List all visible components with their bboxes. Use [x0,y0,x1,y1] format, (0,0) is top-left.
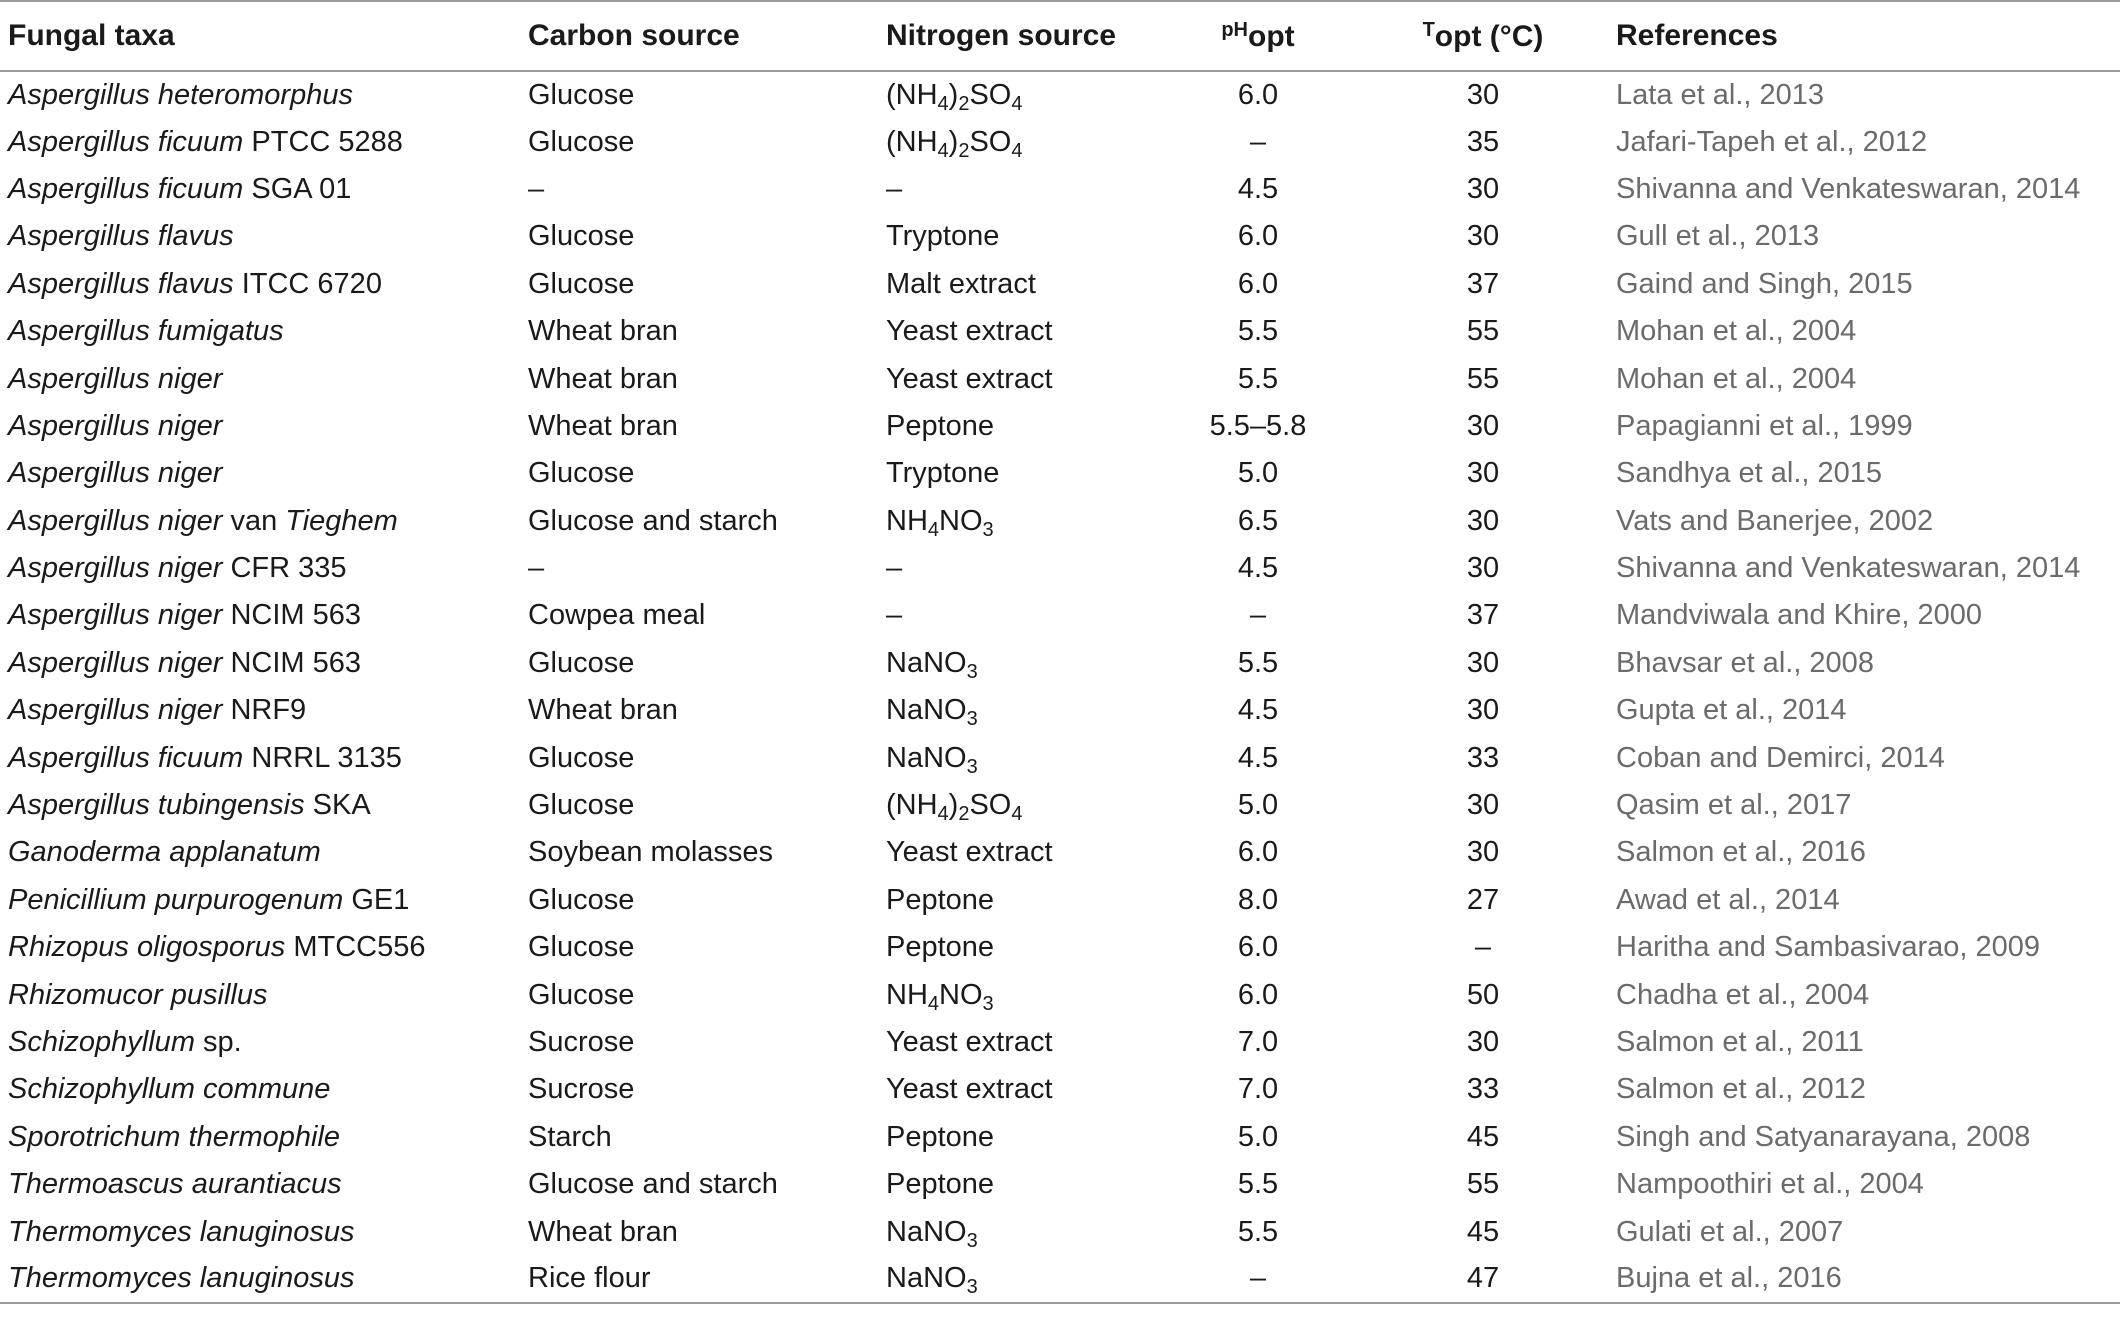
cell-fungal-taxa [0,545,520,592]
table-row [0,592,2120,639]
cell-fungal-taxa [0,308,520,355]
cell-nitrogen-source [878,971,1158,1018]
cell-carbon-source: Glucose [528,789,635,822]
cell-nitrogen-source [878,166,1158,213]
cell-reference[interactable]: Coban and Demirci, 2014 [1616,741,1945,774]
species-name: Aspergillus ficuum [8,741,244,774]
formula-text: SO [969,789,1012,822]
cell-reference[interactable]: Gull et al., 2013 [1616,220,1820,253]
formula-text: Peptone [886,883,995,916]
cell-reference[interactable]: Papagianni et al., 1999 [1616,409,1913,442]
formula-subscript: 2 [958,803,970,826]
formula-text: NaNO [886,741,967,774]
strain-name: MTCC556 [285,931,426,964]
species-name: Ganoderma applanatum [8,836,321,869]
strain-name: NCIM 563 [222,646,361,679]
table-row [0,118,2120,165]
cell-t-opt: 27 [1466,883,1500,916]
cell-ph-opt: 4.5 [1237,552,1279,585]
formula-text: Yeast extract [886,1073,1053,1106]
table-row [0,877,2120,924]
formula-subscript: 2 [958,139,970,162]
cell-reference[interactable]: Gaind and Singh, 2015 [1616,267,1913,300]
cell-fungal-taxa [0,261,520,308]
cell-nitrogen-source [878,1066,1158,1113]
strain-name: CFR 335 [222,552,347,585]
cell-fungal-taxa [0,1066,520,1113]
table-row [0,261,2120,308]
species-authority: Tieghem [285,504,398,537]
table-row [0,71,2120,118]
cell-t-opt: 55 [1466,315,1500,348]
cell-fungal-taxa [0,450,520,497]
cell-fungal-taxa [0,687,520,734]
cell-t-opt: – [1474,931,1492,964]
cell-reference[interactable]: Gupta et al., 2014 [1616,694,1847,727]
species-name: Aspergillus niger [8,504,223,537]
cell-ph-opt: 4.5 [1237,172,1279,205]
cell-carbon-source: Sucrose [528,1026,635,1058]
cell-nitrogen-source [878,687,1158,734]
cell-carbon-source: Soybean molasses [528,836,774,869]
strain-name: NCIM 563 [222,599,361,632]
formula-text: NaNO [886,694,967,727]
cell-carbon-source: Starch [528,1120,612,1153]
formula-text: Tryptone [886,220,1000,253]
cell-t-opt: 30 [1466,836,1500,869]
cell-fungal-taxa [0,403,520,450]
table-row [0,734,2120,781]
formula-subscript: 4 [1011,92,1023,115]
cell-reference[interactable]: Jafari-Tapeh et al., 2012 [1616,125,1928,158]
cell-ph-opt: 7.0 [1237,1073,1279,1106]
table-row [0,498,2120,545]
cell-reference[interactable]: Shivanna and Venkateswaran, 2014 [1616,552,2081,585]
table-row [0,166,2120,213]
cell-t-opt: 30 [1466,78,1500,111]
formula-subscript: 3 [966,1229,978,1252]
header-t-sup: T [1422,18,1435,41]
cell-nitrogen-source [878,592,1158,639]
formula-text: Peptone [886,409,995,442]
cell-reference[interactable]: Lata et al., 2013 [1616,78,1824,111]
cell-fungal-taxa [0,640,520,687]
table-row [0,308,2120,355]
cell-reference[interactable]: Salmon et al., 2016 [1616,836,1866,869]
formula-text: NH [886,504,928,537]
cell-t-opt: 30 [1466,789,1500,822]
cell-fungal-taxa [0,1019,520,1066]
strain-name: SKA [304,789,371,822]
cell-reference[interactable]: Haritha and Sambasivarao, 2009 [1616,931,2040,964]
cell-fungal-taxa [0,355,520,402]
cell-nitrogen-source [878,498,1158,545]
cell-nitrogen-source [878,71,1158,118]
cell-reference[interactable]: Salmon et al., 2012 [1616,1073,1866,1106]
formula-text: (NH [886,789,938,822]
cell-carbon-source: Rice flour [520,1256,878,1303]
cell-nitrogen-source [878,355,1158,402]
cell-t-opt: 33 [1466,741,1500,774]
cell-ph-opt: – [1158,1256,1358,1303]
formula-text: NaNO [886,646,967,679]
species-name: Aspergillus niger [8,409,223,442]
cell-fungal-taxa [0,71,520,118]
formula-text: Yeast extract [886,362,1053,395]
formula-subscript: 3 [982,518,994,541]
cell-nitrogen-source [878,1208,1158,1255]
cell-t-opt: 33 [1466,1073,1500,1106]
species-name: Thermomyces lanuginosus [8,1262,355,1295]
cell-t-opt: 35 [1466,125,1500,158]
table-row [0,355,2120,402]
cell-carbon-source: Wheat bran [528,315,678,348]
cell-ph-opt: – [1249,599,1267,632]
species-name: Aspergillus niger [8,694,223,727]
cell-t-opt: 30 [1466,1026,1500,1058]
cell-ph-opt: 6.0 [1237,220,1279,253]
cell-fungal-taxa [0,1208,520,1255]
cell-ph-opt: 8.0 [1237,883,1279,916]
cell-ph-opt: 6.0 [1237,267,1279,300]
cell-carbon-source: Glucose [528,267,635,300]
table-row [0,1256,2120,1303]
cell-reference[interactable]: Bhavsar et al., 2008 [1616,646,1874,679]
table-row [0,403,2120,450]
formula-text: NH [886,978,928,1011]
cell-nitrogen-source [878,829,1158,876]
formula-text: NO [939,978,983,1011]
cell-carbon-source: Wheat bran [528,1215,678,1248]
formula-subscript: 2 [958,92,970,115]
cell-ph-opt: 6.0 [1237,978,1279,1011]
species-name: Aspergillus niger [8,457,223,490]
cell-t-opt: 30 [1466,694,1500,727]
species-name: Aspergillus flavus [8,267,234,300]
cell-reference[interactable]: Vats and Banerjee, 2002 [1616,504,1934,537]
cell-nitrogen-source [878,450,1158,497]
formula-subscript: 3 [966,1276,978,1299]
cell-ph-opt: 5.0 [1237,1120,1279,1153]
cell-fungal-taxa [0,498,520,545]
cell-nitrogen-source [878,308,1158,355]
cell-carbon-source: Wheat bran [528,362,678,395]
strain-name: ITCC 6720 [233,267,382,300]
cell-ph-opt: 5.5 [1237,315,1279,348]
species-name: Aspergillus niger [8,552,223,585]
cell-nitrogen-source [878,545,1158,592]
table-row [0,687,2120,734]
cell-nitrogen-source [878,924,1158,971]
cell-ph-opt: 6.5 [1237,504,1279,537]
formula-text: NaNO [886,1215,967,1248]
formula-text: Yeast extract [886,836,1053,869]
species-name: Aspergillus tubingensis [8,789,305,822]
cell-carbon-source: Glucose [528,220,635,253]
header-ph-rest: opt [1248,19,1295,53]
formula-text: NaNO [886,1262,967,1295]
cell-reference[interactable]: Mandviwala and Khire, 2000 [1616,599,1982,632]
cell-ph-opt: 6.0 [1237,931,1279,964]
species-name: Aspergillus heteromorphus [8,78,353,111]
formula-text: Yeast extract [886,315,1053,348]
species-name: Aspergillus ficuum [8,125,244,158]
formula-text: – [886,552,903,585]
cell-reference[interactable]: Salmon et al., 2011 [1616,1026,1864,1058]
cell-reference[interactable]: Shivanna and Venkateswaran, 2014 [1616,172,2081,205]
strain-name: SGA 01 [243,172,352,205]
cell-ph-opt: 7.0 [1237,1026,1279,1058]
species-name: Penicillium purpurogenum [8,883,344,916]
formula-text: Peptone [886,931,995,964]
cell-t-opt: 30 [1466,409,1500,442]
cell-nitrogen-source [878,1019,1158,1066]
cell-carbon-source: Glucose [528,78,635,111]
cell-nitrogen-source [878,640,1158,687]
formula-text: NO [939,504,983,537]
formula-subscript: 4 [937,92,949,115]
cell-carbon-source: Glucose [528,931,635,964]
table-row [0,545,2120,592]
cell-ph-opt: 4.5 [1237,741,1279,774]
formula-text: SO [969,125,1012,158]
header-references: References [1608,1,2120,71]
cell-nitrogen-source [878,1161,1158,1208]
cell-fungal-taxa [0,971,520,1018]
species-name: Aspergillus niger [8,599,223,632]
formula-subscript: 4 [927,992,940,1015]
formula-subscript: 4 [1011,803,1023,826]
formula-subscript: 4 [1011,139,1023,162]
cell-ph-opt: 5.0 [1237,789,1279,822]
cell-fungal-taxa [0,1114,520,1161]
table-row [0,1114,2120,1161]
strain-name: NRRL 3135 [243,741,402,774]
cell-reference[interactable]: Mohan et al., 2004 [1616,362,1857,395]
cell-ph-opt: 4.5 [1237,694,1279,727]
species-name: Aspergillus ficuum [8,172,244,205]
cell-t-opt: 30 [1466,172,1500,205]
cell-carbon-source: Cowpea meal [528,599,706,632]
cell-fungal-taxa [0,924,520,971]
formula-text: – [886,599,903,632]
formula-subscript: 4 [927,518,940,541]
strain-name: van [222,504,286,537]
table-row [0,1019,2120,1066]
table-row [0,1208,2120,1255]
header-t-opt [1358,1,1608,71]
cell-carbon-source: Glucose [528,978,635,1011]
cell-reference[interactable]: Singh and Satyanarayana, 2008 [1616,1120,2031,1153]
cell-nitrogen-source [878,877,1158,924]
formula-subscript: 4 [937,803,949,826]
species-name: Thermoascus aurantiacus [8,1168,342,1201]
cell-carbon-source: Glucose [528,646,635,679]
cell-ph-opt: 5.0 [1237,457,1279,490]
strain-name: sp. [194,1026,242,1058]
species-name: Aspergillus niger [8,362,223,395]
formula-text: Yeast extract [886,1026,1053,1058]
header-ph-sup: pH [1221,18,1249,41]
table-row [0,971,2120,1018]
table-row [0,782,2120,829]
header-fungal-taxa: Fungal taxa [0,1,520,71]
cell-ph-opt: 5.5 [1237,646,1279,679]
cell-carbon-source: Wheat bran [528,409,678,442]
species-name: Thermomyces lanuginosus [8,1215,355,1248]
species-name: Rhizopus oligosporus [8,931,286,964]
cell-reference[interactable]: Bujna et al., 2016 [1608,1256,2120,1303]
species-name: Aspergillus niger [8,646,223,679]
cell-nitrogen-source [878,118,1158,165]
cell-fungal-taxa [0,1161,520,1208]
cell-fungal-taxa [0,1256,520,1303]
cell-nitrogen-source [878,1114,1158,1161]
cell-fungal-taxa [0,166,520,213]
species-name: Sporotrichum thermophile [8,1120,341,1153]
cell-t-opt: 37 [1466,599,1500,632]
cell-nitrogen-source [878,403,1158,450]
cell-ph-opt: 5.5 [1237,362,1279,395]
cell-nitrogen-source [878,1256,1158,1303]
cell-reference[interactable]: Gulati et al., 2007 [1616,1215,1844,1248]
cell-carbon-source: Glucose and starch [528,504,778,537]
cell-reference[interactable]: Awad et al., 2014 [1616,883,1840,916]
species-name: Aspergillus flavus [8,220,234,253]
header-carbon-source: Carbon source [520,1,878,71]
table-row [0,213,2120,260]
species-name: Rhizomucor pusillus [8,978,268,1011]
species-name: Aspergillus fumigatus [8,315,284,348]
formula-subscript: 3 [966,708,978,731]
cell-carbon-source: Glucose [528,741,635,774]
cell-t-opt: 30 [1466,646,1500,679]
cell-reference[interactable]: Qasim et al., 2017 [1616,789,1852,822]
cell-fungal-taxa [0,118,520,165]
cell-ph-opt: 5.5–5.8 [1209,409,1307,442]
table-row [0,1066,2120,1113]
cell-reference[interactable]: Chadha et al., 2004 [1616,978,1870,1011]
formula-text: ) [948,125,959,158]
formula-text: (NH [886,125,938,158]
cell-ph-opt: – [1249,125,1267,158]
cell-t-opt: 45 [1466,1120,1500,1153]
cell-t-opt: 30 [1466,552,1500,585]
cell-ph-opt: 6.0 [1237,78,1279,111]
cell-reference[interactable]: Sandhya et al., 2015 [1616,457,1883,490]
cell-t-opt: 30 [1466,220,1500,253]
cell-t-opt: 55 [1466,1168,1500,1201]
cell-carbon-source: Glucose [528,457,635,490]
cell-t-opt: 50 [1466,978,1500,1011]
cell-carbon-source: Glucose and starch [528,1168,778,1201]
cell-reference[interactable]: Nampoothiri et al., 2004 [1616,1168,1924,1201]
table-row [0,829,2120,876]
cell-carbon-source: Glucose [528,125,635,158]
header-row [0,1,2120,71]
cell-ph-opt: 5.5 [1237,1168,1279,1201]
cell-fungal-taxa [0,877,520,924]
strain-name: PTCC 5288 [243,125,403,158]
formula-subscript: 4 [937,139,949,162]
formula-text: (NH [886,78,938,111]
species-name: Schizophyllum commune [8,1073,331,1106]
cell-t-opt: 45 [1466,1215,1500,1248]
cell-fungal-taxa [0,782,520,829]
cell-fungal-taxa [0,213,520,260]
table-row [0,640,2120,687]
cell-carbon-source: Sucrose [528,1073,635,1106]
formula-text: ) [948,78,959,111]
table-body [0,71,2120,1303]
header-nitrogen-source: Nitrogen source [878,1,1158,71]
cell-carbon-source: Wheat bran [528,694,678,727]
strain-name: GE1 [343,883,410,916]
formula-text: Peptone [886,1120,995,1153]
strain-name: NRF9 [222,694,307,727]
cell-t-opt: 30 [1466,457,1500,490]
cell-carbon-source: Glucose [528,883,635,916]
cell-nitrogen-source [878,782,1158,829]
formula-subscript: 3 [966,660,978,683]
cell-nitrogen-source [878,261,1158,308]
cell-carbon-source: – [528,172,545,205]
header-ph-opt [1158,1,1358,71]
formula-text: ) [948,789,959,822]
table-row [0,450,2120,497]
formula-subscript: 3 [966,755,978,778]
cell-t-opt: 37 [1466,267,1500,300]
cell-t-opt: 30 [1466,504,1500,537]
formula-text: Peptone [886,1168,995,1201]
formula-text: – [886,172,903,205]
header-t-rest: opt (°C) [1434,19,1544,53]
cell-nitrogen-source [878,213,1158,260]
formula-text: SO [969,78,1012,111]
table-row [0,1161,2120,1208]
formula-text: Tryptone [886,457,1000,490]
cell-carbon-source: – [528,552,545,585]
table-row [0,924,2120,971]
species-name: Schizophyllum [8,1026,195,1058]
cell-reference[interactable]: Mohan et al., 2004 [1616,315,1857,348]
formula-subscript: 3 [982,992,994,1015]
cell-t-opt: 47 [1358,1256,1608,1303]
cell-t-opt: 55 [1466,362,1500,395]
cell-nitrogen-source [878,734,1158,781]
cell-ph-opt: 6.0 [1237,836,1279,869]
cell-fungal-taxa [0,734,520,781]
formula-text: Malt extract [886,267,1036,300]
cell-ph-opt: 5.5 [1237,1215,1279,1248]
cell-fungal-taxa [0,592,520,639]
cell-fungal-taxa [0,829,520,876]
